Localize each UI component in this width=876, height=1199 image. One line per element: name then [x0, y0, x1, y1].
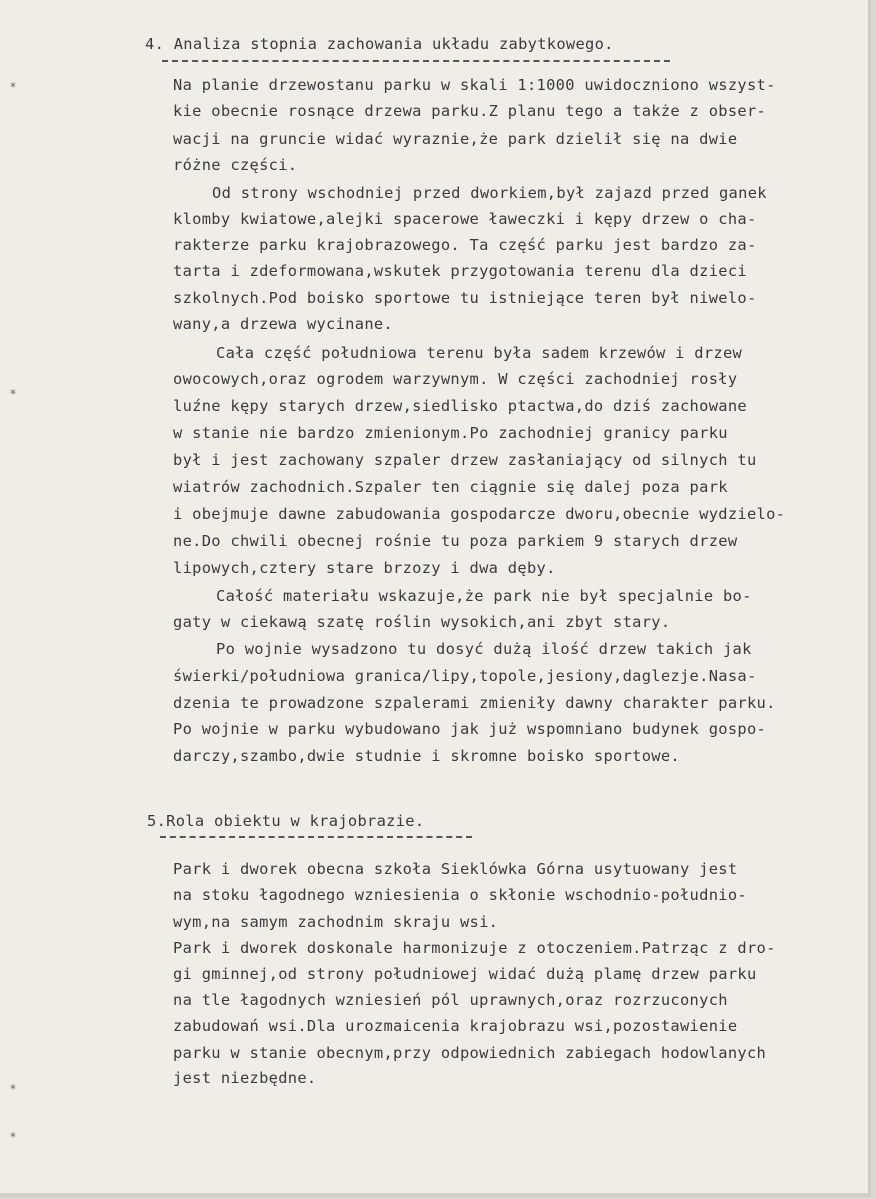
s4-line-5: Od strony wschodniej przed dworkiem,był zajazd przed ganek [212, 184, 767, 202]
s4-line-17: i obejmuje dawne zabudowania gospodarcze dworu,obecnie wydzielo- [173, 505, 786, 523]
margin-mark: * [10, 1082, 16, 1096]
s4-line-1: Na planie drzewostanu parku w skali 1:1000 uwidoczniono wszyst- [173, 76, 776, 94]
s5-line-5: gi gminnej,od strony południowej widać dużą plamę drzew parku [173, 965, 757, 983]
s5-line-9: jest niezbędne. [173, 1069, 317, 1087]
section-4-heading-underline [162, 60, 670, 62]
s4-line-11: Cała część południowa terenu była sadem krzewów i drzew [216, 344, 743, 362]
s4-line-13: luźne kępy starych drzew,siedlisko ptactwa,do dziś zachowane [173, 397, 747, 415]
s5-line-1: Park i dworek obecna szkoła Sieklówka Górna usytuowany jest [173, 860, 738, 878]
s4-line-21: gaty w ciekawą szatę roślin wysokich,ani zbyt stary. [173, 613, 671, 631]
s4-line-9: szkolnych.Pod boisko sportowe tu istniejące teren był niwelo- [173, 289, 757, 307]
s4-line-4: różne części. [173, 156, 298, 174]
s4-line-12: owocowych,oraz ogrodem warzywnym. W części zachodniej rosły [173, 370, 738, 388]
s4-line-8: tarta i zdeformowana,wskutek przygotowania terenu dla dzieci [173, 262, 747, 280]
s4-line-7: rakterze parku krajobrazowego. Ta część parku jest bardzo za- [173, 236, 757, 254]
s5-line-6: na tle łagodnych wzniesień pól uprawnych,oraz rozrzuconych [173, 991, 728, 1009]
s4-line-6: klomby kwiatowe,alejki spacerowe ławeczki i kępy drzew o cha- [173, 210, 757, 228]
s5-line-8: parku w stanie obecnym,przy odpowiednich zabiegach hodowlanych [173, 1044, 767, 1062]
s4-line-20: Całość materiału wskazuje,że park nie był specjalnie bo- [216, 587, 752, 605]
section-5-heading: 5.Rola obiektu w krajobrazie. [147, 812, 425, 830]
s4-line-10: wany,a drzewa wycinane. [173, 315, 394, 333]
s4-line-19: lipowych,cztery stare brzozy i dwa dęby. [173, 559, 556, 577]
s4-line-15: był i jest zachowany szpaler drzew zasłaniający od silnych tu [173, 451, 757, 469]
s4-line-2: kie obecnie rosnące drzewa parku.Z planu tego a także z obser- [173, 102, 767, 120]
s5-line-4: Park i dworek doskonale harmonizuje z otoczeniem.Patrząc z dro- [173, 939, 776, 957]
s4-line-3: wacji na gruncie widać wyraznie,że park dzielił się na dwie [173, 130, 738, 148]
s4-line-16: wiatrów zachodnich.Szpaler ten ciągnie się dalej poza park [173, 478, 728, 496]
s4-line-14: w stanie nie bardzo zmienionym.Po zachodniej granicy parku [173, 424, 728, 442]
s5-line-2: na stoku łagodnego wzniesienia o skłonie wschodnio-południo- [173, 886, 747, 904]
s5-line-7: zabudowań wsi.Dla urozmaicenia krajobrazu wsi,pozostawienie [173, 1017, 738, 1035]
s4-line-23: świerki/południowa granica/lipy,topole,jesiony,daglezje.Nasa- [173, 667, 757, 685]
s4-line-18: ne.Do chwili obecnej rośnie tu poza parkiem 9 starych drzew [173, 532, 738, 550]
margin-mark: * [10, 387, 16, 401]
s4-line-26: darczy,szambo,dwie studnie i skromne boisko sportowe. [173, 747, 680, 765]
margin-mark: * [10, 1130, 16, 1144]
section-4-heading: 4. Analiza stopnia zachowania układu zabytkowego. [145, 35, 614, 53]
s5-line-3: wym,na samym zachodnim skraju wsi. [173, 913, 499, 931]
margin-mark: * [10, 80, 16, 94]
section-5-heading-underline [160, 836, 472, 838]
s4-line-25: Po wojnie w parku wybudowano jak już wspomniano budynek gospo- [173, 720, 767, 738]
s4-line-24: dzenia te prowadzone szpalerami zmieniły dawny charakter parku. [173, 694, 776, 712]
s4-line-22: Po wojnie wysadzono tu dosyć dużą ilość drzew takich jak [216, 640, 752, 658]
